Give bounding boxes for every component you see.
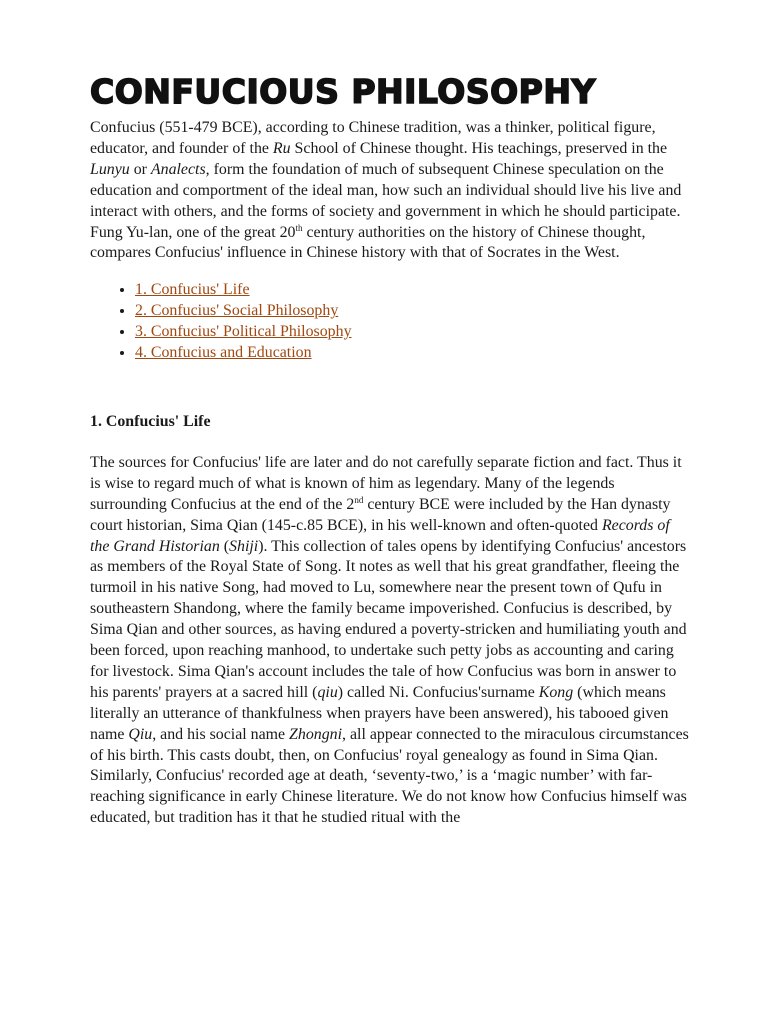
intro-text: century authorities on the history of Chinese thought, compares Confucius' influence in Chinese history with that of Socrates in the West. [90,223,646,262]
term-zhongni: Zhongni [289,725,343,743]
ordinal-suffix: th [295,222,303,233]
section-paragraph [90,453,690,829]
section-text: ) called Ni. Confucius'surname [337,683,539,701]
toc-link-life[interactable]: 1. Confucius' Life [135,281,250,299]
intro-term-ru: Ru [272,139,291,157]
section-text: century BCE were included by the Han dynasty court historian, Sima Qian (145-c.85 BCE), in his well-known and often-quoted [90,495,671,534]
toc-item [135,343,690,364]
term-qiu-name: Qiu [128,725,153,743]
work-title: Records of the Grand Historian [90,516,670,555]
intro-text: School of Chinese thought. His teachings, preserved in the [290,139,668,157]
section-text: ). This collection of tales opens by identifying Confucius' ancestors as members of the Royal State of Song. It notes as well that his great grandfather, fleeing the turmoil in his native Song, had moved to Lu, somewhere near the present town of Qufu in southeastern Shandong, where the family became impoverished. Confucius is described, by Sima Qian and other sources, as having endured a poverty-stricken and humiliating youth and been forced, upon reaching manhood, to undertake such petty jobs as accounting and caring for livestock. Sima Qian's account includes the tale of how Confucius was born in answer to his parents' prayers at a sacred hill ( [90,537,687,701]
toc-item [135,280,690,301]
page-title: CONFUCIOUS PHILOSOPHY [90,72,596,111]
term-kong: Kong [538,683,574,701]
section-text: , and his social name [152,725,290,743]
ordinal-suffix: nd [354,494,364,505]
term-shiji: Shiji [229,537,259,555]
intro-term-analects: Analects [150,160,206,178]
section-heading: 1. Confucius' Life [90,412,211,430]
intro-text: Confucius (551-479 BCE), according to Chinese tradition, was a thinker, political figure, educator, and founder of the [90,119,656,157]
toc-link-education[interactable]: 4. Confucius and Education [135,344,312,362]
intro-text: or [129,160,151,178]
section-text: The sources for Confucius' life are later and do not carefully separate fiction and fact. Thus it is wise to regard much of what is known of him as legendary. Many of the legends surrounding Confucius at the end of the 2 [90,453,682,513]
toc-item [135,322,690,343]
toc-item [135,301,690,322]
intro-text: , form the foundation of much of subsequent Chinese speculation on the education and comportment of the ideal man, how such an individual should live his live and interact with others, and the forms of society and government in which he should participate. Fung Yu-lan, one of the great 20 [90,160,682,241]
section-text: (which means literally an utterance of thankfulness when prayers have been answered), his tabooed given name [90,683,669,743]
intro-term-lunyu: Lunyu [90,160,130,178]
intro-paragraph [90,118,690,264]
document-page [90,70,690,829]
section-text: , all appear connected to the miraculous circumstances of his birth. This casts doubt, then, on Confucius' royal genealogy as found in Sima Qian. Similarly, Confucius' recorded age at death, ‘seventy-two,’ is a ‘magic number’ with far-reaching significance in early Chinese literature. We do not know how Confucius himself was educated, but tradition has it that he studied ritual with the [90,725,689,827]
table-of-contents [90,280,690,364]
term-qiu-hill: qiu [317,683,338,701]
toc-link-social-philosophy[interactable]: 2. Confucius' Social Philosophy [135,302,339,320]
toc-link-political-philosophy[interactable]: 3. Confucius' Political Philosophy [135,323,352,341]
section-text: ( [219,537,230,555]
